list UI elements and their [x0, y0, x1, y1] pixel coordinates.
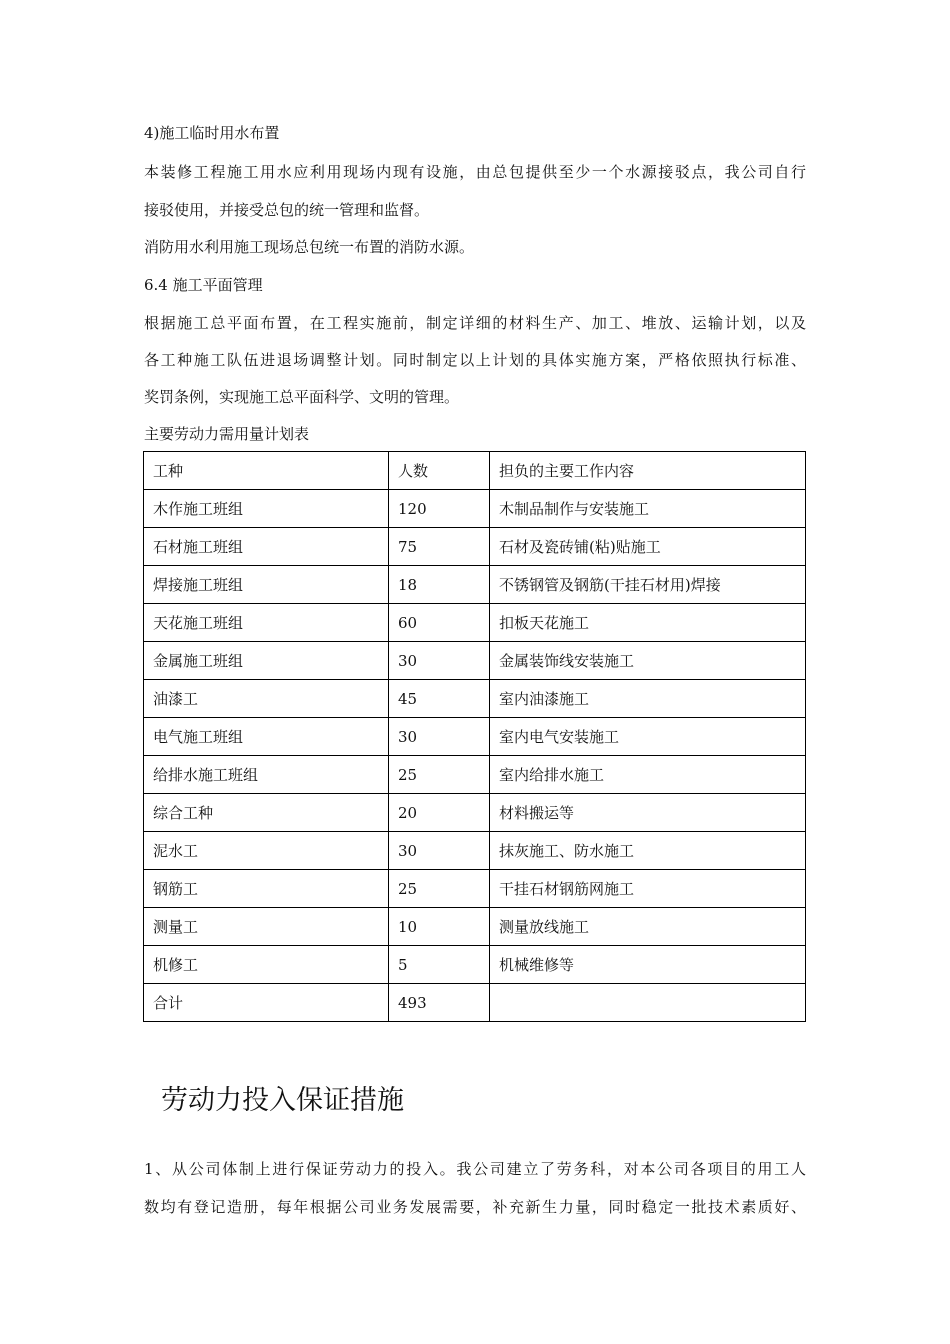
- cell-duties: 材料搬运等: [490, 794, 806, 832]
- cell-duties: 不锈钢管及钢筋(干挂石材用)焊接: [490, 566, 806, 604]
- table-row: [144, 870, 806, 908]
- cell-count: 60: [389, 604, 490, 642]
- cell-trade: 金属施工班组: [144, 642, 389, 680]
- labor-plan-table: [143, 451, 806, 1022]
- table-row: [144, 566, 806, 604]
- water-section-heading: 4)施工临时用水布置: [144, 124, 280, 142]
- cell-trade: 综合工种: [144, 794, 389, 832]
- cell-count: 30: [389, 642, 490, 680]
- cell-count: 25: [389, 756, 490, 794]
- guarantee-section-heading: 劳动力投入保证措施: [161, 1085, 404, 1116]
- cell-trade: 钢筋工: [144, 870, 389, 908]
- cell-trade: 焊接施工班组: [144, 566, 389, 604]
- plan-paragraph-line-1: 根据施工总平面布置，在工程实施前，制定详细的材料生产、加工、堆放、运输计划，以及: [144, 314, 806, 332]
- table-row: [144, 832, 806, 870]
- cell-trade: 机修工: [144, 946, 389, 984]
- header-cell-count: 人数: [389, 452, 490, 490]
- plan-section-heading: 6.4 施工平面管理: [144, 276, 263, 294]
- water-paragraph-line-2: 接驳使用，并接受总包的统一管理和监督。: [144, 201, 430, 219]
- cell-duties: 抹灰施工、防水施工: [490, 832, 806, 870]
- cell-trade: 测量工: [144, 908, 389, 946]
- cell-count: 120: [389, 490, 490, 528]
- table-row: [144, 490, 806, 528]
- cell-count: 30: [389, 718, 490, 756]
- cell-trade: 石材施工班组: [144, 528, 389, 566]
- cell-duties: 金属装饰线安装施工: [490, 642, 806, 680]
- cell-count: 25: [389, 870, 490, 908]
- cell-trade: 电气施工班组: [144, 718, 389, 756]
- cell-count: 75: [389, 528, 490, 566]
- cell-trade: 给排水施工班组: [144, 756, 389, 794]
- cell-count: 18: [389, 566, 490, 604]
- table-caption: 主要劳动力需用量计划表: [144, 425, 310, 443]
- cell-trade: 泥水工: [144, 832, 389, 870]
- table-row: [144, 528, 806, 566]
- plan-paragraph-line-2: 各工种施工队伍进退场调整计划。同时制定以上计划的具体实施方案，严格依照执行标准、: [144, 351, 806, 369]
- table-row: [144, 946, 806, 984]
- cell-count: 10: [389, 908, 490, 946]
- table-row: [144, 718, 806, 756]
- header-cell-trade: 工种: [144, 452, 389, 490]
- cell-count: 30: [389, 832, 490, 870]
- table-row: [144, 794, 806, 832]
- table-row: [144, 604, 806, 642]
- table-row: [144, 642, 806, 680]
- cell-count: 5: [389, 946, 490, 984]
- cell-count: 20: [389, 794, 490, 832]
- header-cell-duties: 担负的主要工作内容: [490, 452, 806, 490]
- cell-duties: 扣板天花施工: [490, 604, 806, 642]
- cell-count: 493: [389, 984, 490, 1022]
- fire-water-paragraph: 消防用水利用施工现场总包统一布置的消防水源。: [144, 238, 475, 256]
- table-row: [144, 680, 806, 718]
- cell-duties: 石材及瓷砖铺(粘)贴施工: [490, 528, 806, 566]
- table-row: [144, 908, 806, 946]
- water-paragraph-line-1: 本装修工程施工用水应利用现场内现有设施，由总包提供至少一个水源接驳点，我公司自行: [144, 163, 806, 181]
- cell-trade: 油漆工: [144, 680, 389, 718]
- cell-count: 45: [389, 680, 490, 718]
- cell-trade: 天花施工班组: [144, 604, 389, 642]
- cell-duties: 室内油漆施工: [490, 680, 806, 718]
- plan-paragraph-line-3: 奖罚条例，实现施工总平面科学、文明的管理。: [144, 388, 460, 406]
- cell-duties: 室内给排水施工: [490, 756, 806, 794]
- cell-trade: 木作施工班组: [144, 490, 389, 528]
- cell-duties: 室内电气安装施工: [490, 718, 806, 756]
- cell-trade: 合计: [144, 984, 389, 1022]
- table-row: [144, 984, 806, 1022]
- guarantee-paragraph-line-1: 1、从公司体制上进行保证劳动力的投入。我公司建立了劳务科，对本公司各项目的用工人: [144, 1160, 806, 1178]
- guarantee-paragraph-line-2: 数均有登记造册，每年根据公司业务发展需要，补充新生力量，同时稳定一批技术素质好、: [144, 1198, 806, 1216]
- cell-duties: 干挂石材钢筋网施工: [490, 870, 806, 908]
- table-header-row: [144, 452, 806, 490]
- cell-duties: 木制品制作与安装施工: [490, 490, 806, 528]
- cell-duties: 测量放线施工: [490, 908, 806, 946]
- table-row: [144, 756, 806, 794]
- cell-duties: 机械维修等: [490, 946, 806, 984]
- cell-duties: [490, 984, 806, 1022]
